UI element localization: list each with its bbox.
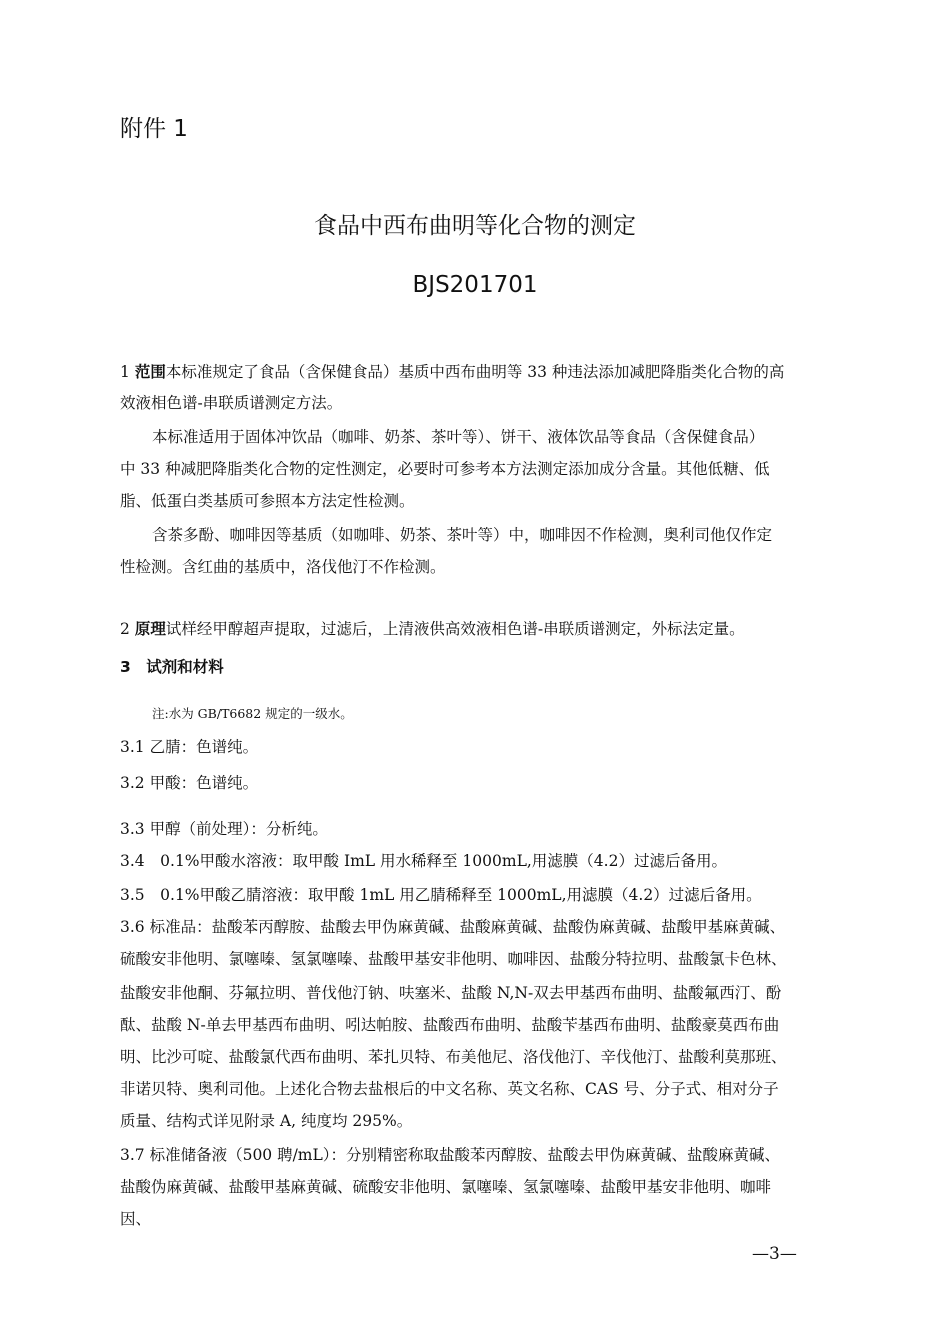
section-1-line-1 xyxy=(120,357,784,388)
item-3-5: 3.5 0.1%甲酸乙腈溶液：取甲酸 1mL 用乙腈稀释至 1000mL,用滤膜（4.2）过滤后备用。 xyxy=(120,886,762,904)
document-title: 食品中西布曲明等化合物的测定 xyxy=(314,213,636,239)
section-1-para-2-line-2: 中 33 种减肥降脂类化合物的定性测定，必要时可参考本方法测定添加成分含量。其他低糖、低 xyxy=(120,460,770,478)
item-3-6-line-5: 明、比沙可啶、盐酸氯代西布曲明、苯扎贝特、布美他尼、洛伐他汀、辛伐他汀、盐酸利莫那班、 xyxy=(120,1048,787,1066)
item-3-2: 3.2 甲酸：色谱纯。 xyxy=(120,774,259,792)
section-3-note: 注:水为 GB/T6682 规定的一级水。 xyxy=(152,706,353,721)
section-2-number: 2 xyxy=(120,620,130,638)
section-1-text: 本标准规定了食品（含保健食品）基质中西布曲明等 33 种违法添加减肥降脂类化合物的高 xyxy=(165,363,785,381)
section-1-para-3-line-1: 含茶多酚、咖啡因等基质（如咖啡、奶茶、茶叶等）中，咖啡因不作检测，奥利司他仅作定 xyxy=(152,526,773,544)
item-3-3: 3.3 甲醇（前处理）：分析纯。 xyxy=(120,820,328,838)
section-3-heading: 3 试剂和材料 xyxy=(120,658,224,676)
section-1-heading: 范围 xyxy=(134,363,166,381)
standard-code: BJS201701 xyxy=(412,272,538,298)
section-1-para-3-line-2: 性检测。含红曲的基质中，洛伐他汀不作检测。 xyxy=(120,558,446,576)
item-3-4: 3.4 0.1%甲酸水溶液：取甲酸 ImL 用水稀释至 1000mL,用滤膜（4.2）过滤后备用。 xyxy=(120,852,727,870)
section-1-line-2: 效液相色谱-串联质谱测定方法。 xyxy=(120,394,343,412)
section-2-heading: 原理 xyxy=(134,620,166,638)
item-3-6-line-1: 3.6 标准品：盐酸苯丙醇胺、盐酸去甲伪麻黄碱、盐酸麻黄碱、盐酸伪麻黄碱、盐酸甲基麻黄碱、 xyxy=(120,918,786,936)
section-1-para-2-line-1: 本标准适用于固体冲饮品（咖啡、奶茶、茶叶等）、饼干、液体饮品等食品（含保健食品） xyxy=(152,428,765,446)
section-1-number: 1 xyxy=(120,363,130,381)
section-2-text: 试样经甲醇超声提取，过滤后，上清液供高效液相色谱-串联质谱测定，外标法定量。 xyxy=(165,620,745,638)
page-number: —3— xyxy=(752,1244,797,1264)
item-3-1: 3.1 乙腈：色谱纯。 xyxy=(120,738,259,756)
section-2-line xyxy=(120,614,745,645)
item-3-7-line-1: 3.7 标准储备液（500 聘/mL）：分别精密称取盐酸苯丙醇胺、盐酸去甲伪麻黄碱、盐酸麻黄碱、 xyxy=(120,1146,781,1164)
item-3-6-line-3: 盐酸安非他酮、芬氟拉明、普伐他汀钠、呋塞米、盐酸 N,N-双去甲基西布曲明、盐酸氟西汀、酚 xyxy=(120,984,782,1002)
item-3-6-line-6: 非诺贝特、奥利司他。上述化合物去盐根后的中文名称、英文名称、CAS 号、分子式、相对分子 xyxy=(120,1080,779,1098)
item-3-7-line-3: 因、 xyxy=(120,1210,152,1228)
item-3-6-line-2: 硫酸安非他明、氯噻嗪、氢氯噻嗪、盐酸甲基安非他明、咖啡因、盐酸分特拉明、盐酸氯卡色林、 xyxy=(120,950,787,968)
item-3-6-line-7: 质量、结构式详见附录 A, 纯度均 295%。 xyxy=(120,1112,413,1130)
item-3-6-line-4: 酞、盐酸 N-单去甲基西布曲明、吲达帕胺、盐酸西布曲明、盐酸苄基西布曲明、盐酸豪莫西布曲 xyxy=(120,1016,780,1034)
section-1-para-2-line-3: 脂、低蛋白类基质可参照本方法定性检测。 xyxy=(120,492,415,510)
item-3-7-line-2: 盐酸伪麻黄碱、盐酸甲基麻黄碱、硫酸安非他明、氯噻嗪、氢氯噻嗪、盐酸甲基安非他明、咖啡 xyxy=(120,1178,772,1196)
attachment-label: 附件 1 xyxy=(120,116,188,142)
